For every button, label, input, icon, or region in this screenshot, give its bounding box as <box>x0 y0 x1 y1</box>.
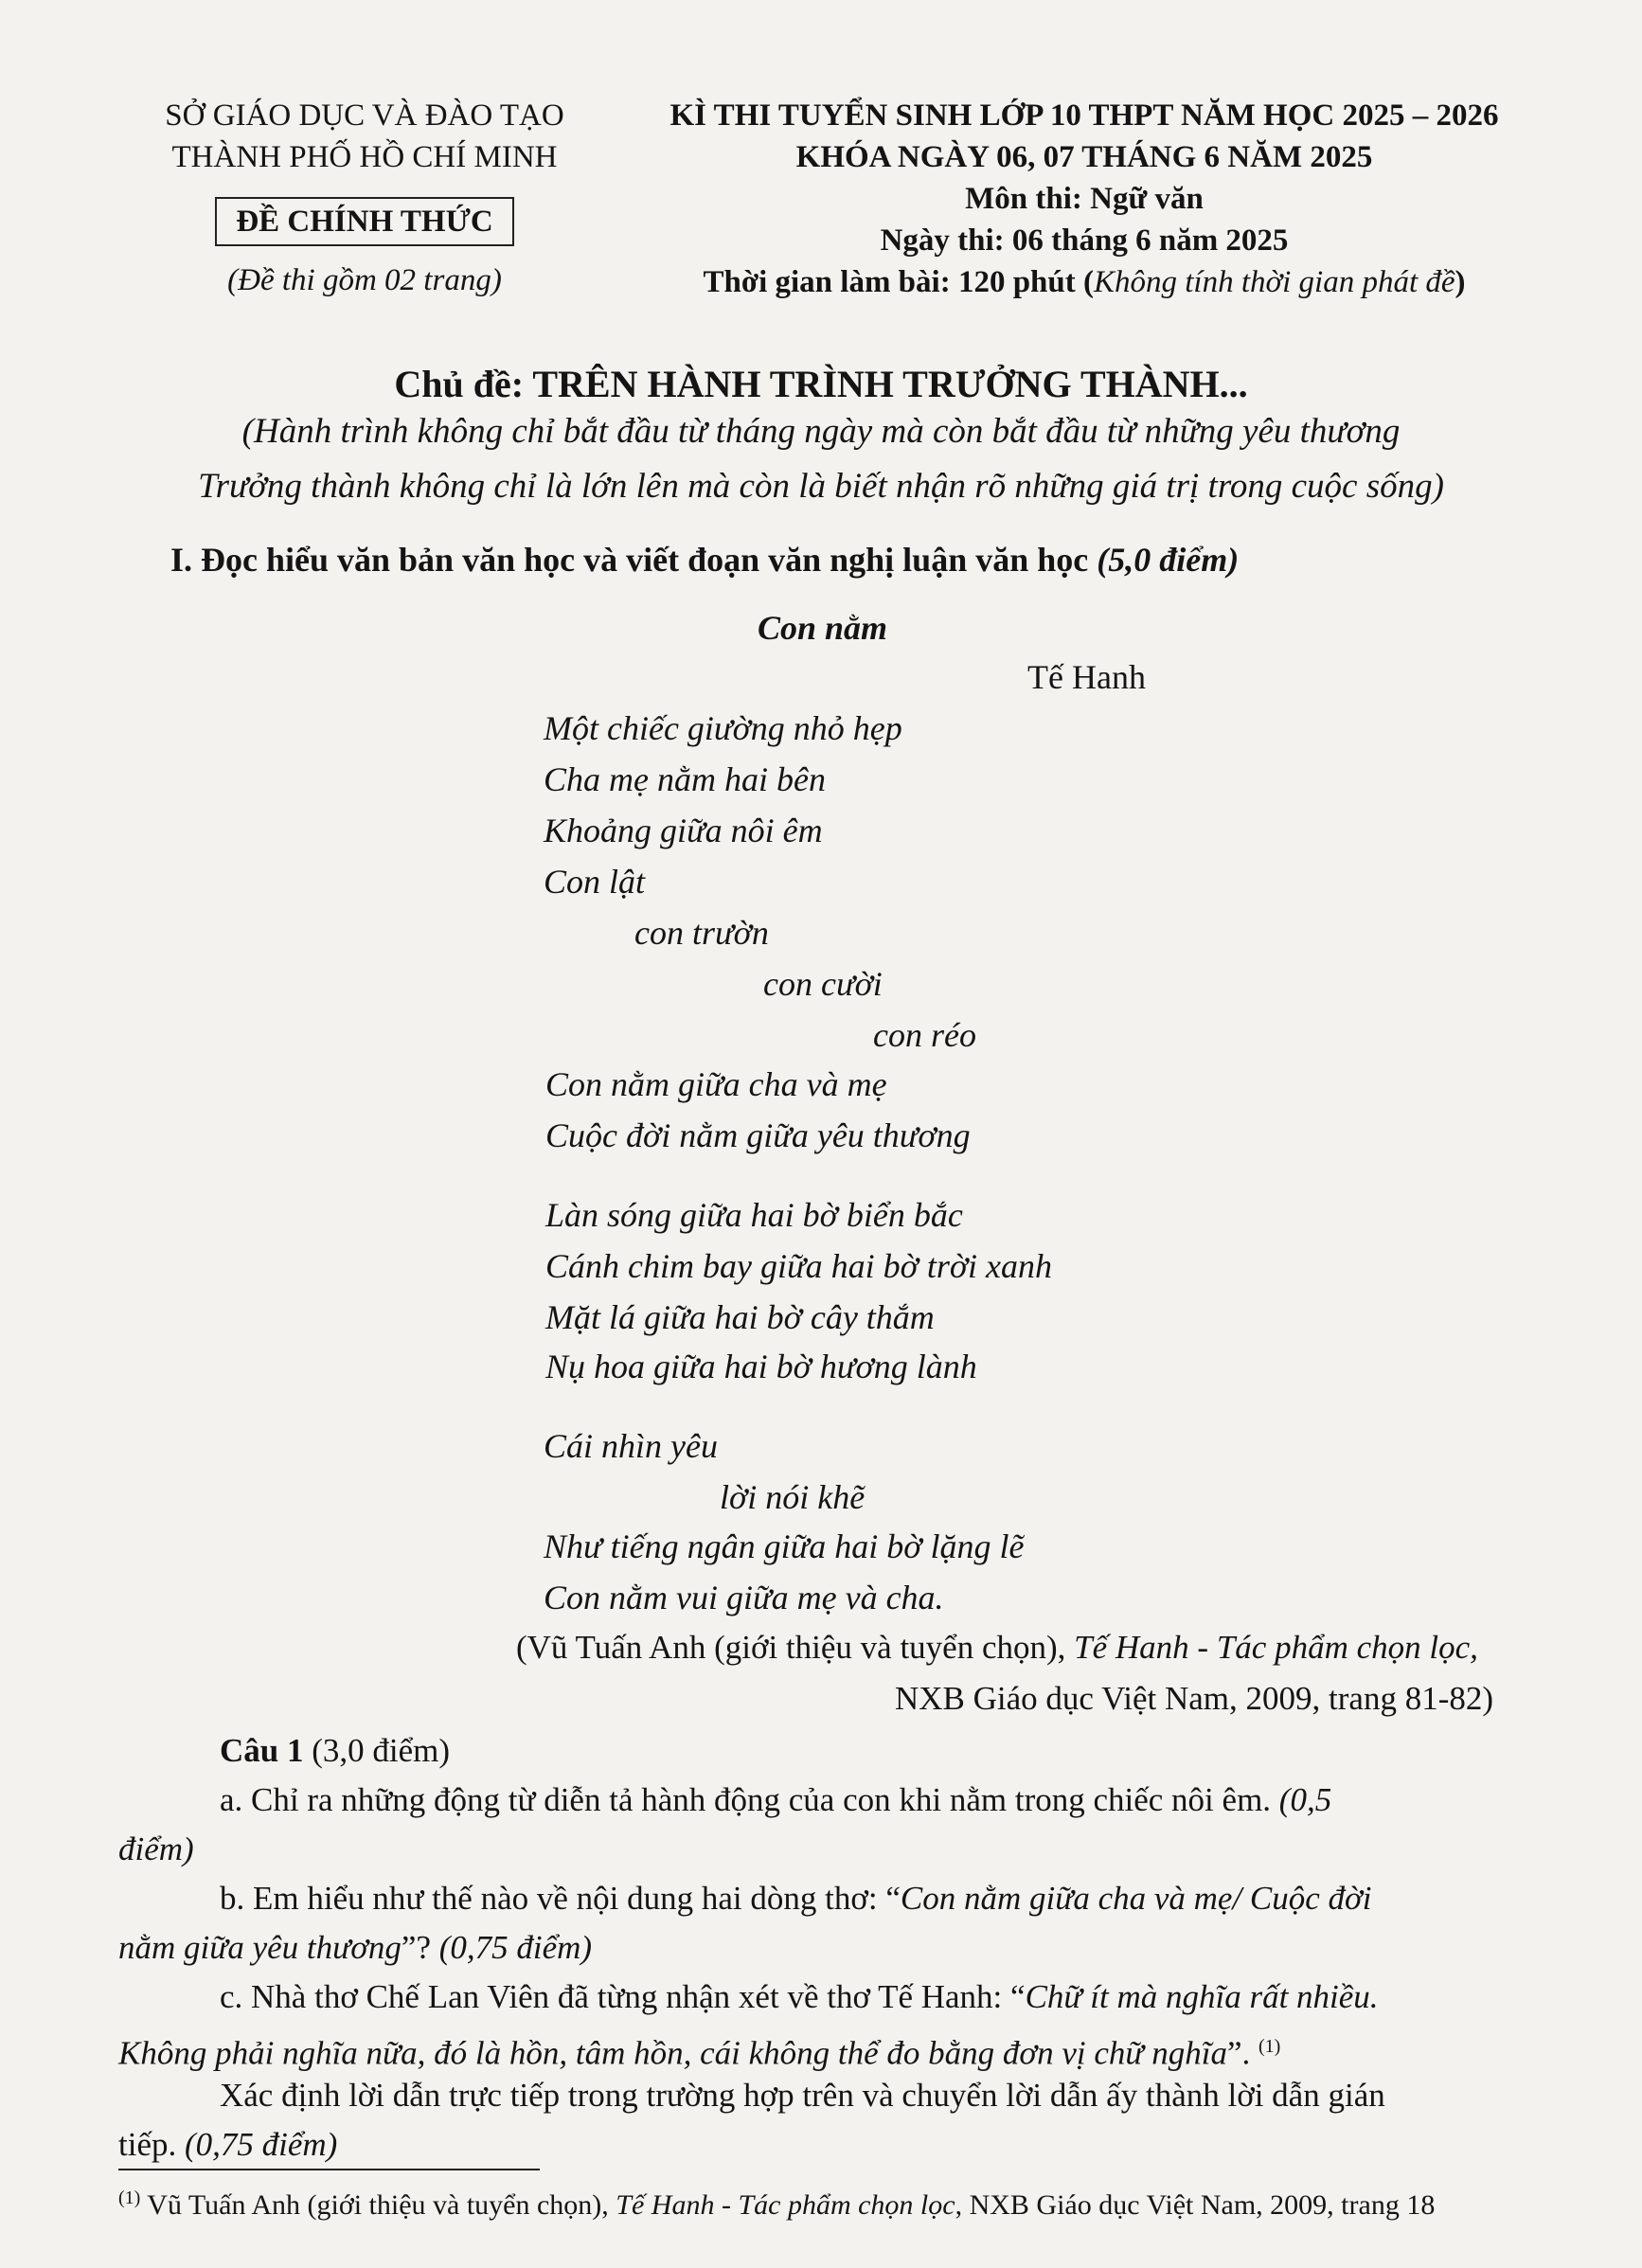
poem-source-book: Tế Hanh - Tác phẩm chọn lọc, <box>1074 1629 1478 1666</box>
footnote <box>118 2188 1435 2222</box>
footnote-ref: (1) <box>1258 2036 1281 2057</box>
question1-a <box>220 1775 1331 1826</box>
section1-points: (5,0 điểm) <box>1097 541 1240 579</box>
poem-line: Con nằm vui giữa mẹ và cha. <box>544 1579 944 1616</box>
question1-label: Câu 1 <box>220 1732 304 1769</box>
time-suffix: ) <box>1455 265 1466 299</box>
question1-b <box>220 1873 1371 1924</box>
poem-source-2: NXB Giáo dục Việt Nam, 2009, trang 81-82) <box>895 1680 1493 1717</box>
poem-line: Làn sóng giữa hai bờ biển bắc <box>545 1196 963 1234</box>
theme-subtitle-2: Trưởng thành không chỉ là lớn lên mà còn là biết nhận rõ những giá trị trong cuộc sống) <box>198 467 1444 506</box>
question1-d-points: (0,75 điểm) <box>184 2126 338 2163</box>
subject: Môn thi: Ngữ văn <box>965 182 1204 216</box>
exam-session: KHÓA NGÀY 06, 07 THÁNG 6 NĂM 2025 <box>795 140 1373 174</box>
footnote-divider <box>118 2169 540 2170</box>
time-line <box>625 261 1544 303</box>
footnote-prefix: Vũ Tuấn Anh (giới thiệu và tuyển chọn), <box>140 2189 616 2221</box>
question1-c <box>220 1972 1379 2023</box>
question1-c-text: c. Nhà thơ Chế Lan Viên đã từng nhận xét về thơ Tế Hanh: “ <box>220 1978 1026 2015</box>
question1-b-quote-2: nằm giữa yêu thương <box>118 1929 402 1966</box>
poem-line: Con lật <box>544 863 646 901</box>
poem-line: Cuộc đời nằm giữa yêu thương <box>545 1116 971 1154</box>
poem-line: Cánh chim bay giữa hai bờ trời xanh <box>545 1247 1053 1285</box>
poem-line: con réo <box>873 1016 976 1054</box>
question1-b-points: (0,75 điểm) <box>438 1929 593 1966</box>
footnote-book: Tế Hanh - Tác phẩm chọn lọc <box>616 2189 955 2221</box>
footnote-mark: (1) <box>118 2188 141 2208</box>
exam-date: Ngày thi: 06 tháng 6 năm 2025 <box>880 223 1289 258</box>
question1-b-end: ”? <box>401 1929 439 1966</box>
poem-line: Mặt lá giữa hai bờ cây thắm <box>545 1298 935 1336</box>
header-right <box>625 95 1544 303</box>
pages-note: (Đề thi gồm 02 trang) <box>227 263 502 297</box>
section1-text: I. Đọc hiểu văn bản văn học và viết đoạn văn nghị luận văn học <box>170 541 1098 579</box>
question1-b-quote-1: Con nằm giữa cha và mẹ/ Cuộc đời <box>900 1880 1372 1917</box>
question1-b-text: b. Em hiểu như thế nào về nội dung hai dòng thơ: “ <box>220 1880 901 1917</box>
theme-subtitle-1: (Hành trình không chỉ bắt đầu từ tháng ngày mà còn bắt đầu từ những yêu thương <box>241 412 1401 451</box>
poem-line: con trườn <box>634 914 769 952</box>
question1-heading <box>220 1725 450 1777</box>
question1-points: (3,0 điểm) <box>303 1732 451 1769</box>
theme-title: Chủ đề: TRÊN HÀNH TRÌNH TRƯỞNG THÀNH... <box>394 363 1248 405</box>
question1-b-cont <box>118 1922 592 1973</box>
poem-line: con cười <box>763 965 883 1003</box>
question1-c-quote-1: Chữ ít mà nghĩa rất nhiều. <box>1025 1978 1379 2015</box>
question1-a-text: a. Chỉ ra những động từ diễn tả hành động của con khi nằm trong chiếc nôi êm. <box>220 1781 1279 1818</box>
poem-line: Con nằm giữa cha và mẹ <box>545 1065 887 1103</box>
exam-title: KÌ THI TUYỂN SINH LỚP 10 THPT NĂM HỌC 2025 – 2026 <box>669 98 1499 133</box>
footnote-suffix: , NXB Giáo dục Việt Nam, 2009, trang 18 <box>955 2189 1436 2221</box>
poem-source-1 <box>516 1629 1478 1667</box>
poem-line: lời nói khẽ <box>720 1478 866 1516</box>
header-left <box>142 95 587 301</box>
question1-c-quote-2: Không phải nghĩa nữa, đó là hồn, tâm hồn, cái không thể đo bằng đơn vị chữ nghĩa <box>118 2034 1227 2072</box>
poem-author: Tế Hanh <box>1027 658 1146 696</box>
dept-line2: THÀNH PHỐ HỒ CHÍ MINH <box>171 140 558 174</box>
time-note: Không tính thời gian phát đề <box>1094 265 1455 299</box>
poem-line: Một chiếc giường nhỏ hẹp <box>544 709 902 747</box>
poem-line: Khoảng giữa nôi êm <box>544 812 823 849</box>
question1-a-points-cont: điểm) <box>118 1830 194 1867</box>
poem-title: Con nằm <box>758 609 888 647</box>
poem-line: Như tiếng ngân giữa hai bờ lặng lẽ <box>544 1527 1025 1565</box>
question1-d: Xác định lời dẫn trực tiếp trong trường hợp trên và chuyển lời dẫn ấy thành lời dẫn gián <box>220 2077 1385 2114</box>
question1-d-text: tiếp. <box>118 2126 185 2163</box>
poem-source-prefix: (Vũ Tuấn Anh (giới thiệu và tuyển chọn), <box>516 1629 1075 1666</box>
section1-heading <box>170 540 1239 580</box>
poem-line: Cái nhìn yêu <box>544 1427 718 1465</box>
question1-d-cont <box>118 2119 337 2170</box>
question1-a-points: (0,5 <box>1278 1781 1332 1818</box>
poem-line: Cha mẹ nằm hai bên <box>544 760 826 798</box>
question1-c-end: ”. <box>1226 2034 1258 2072</box>
official-label: ĐỀ CHÍNH THỨC <box>215 197 513 246</box>
poem-line: Nụ hoa giữa hai bờ hương lành <box>545 1348 977 1385</box>
time-prefix: Thời gian làm bài: 120 phút ( <box>703 265 1094 299</box>
dept-line1: SỞ GIÁO DỤC VÀ ĐÀO TẠO <box>165 98 564 133</box>
